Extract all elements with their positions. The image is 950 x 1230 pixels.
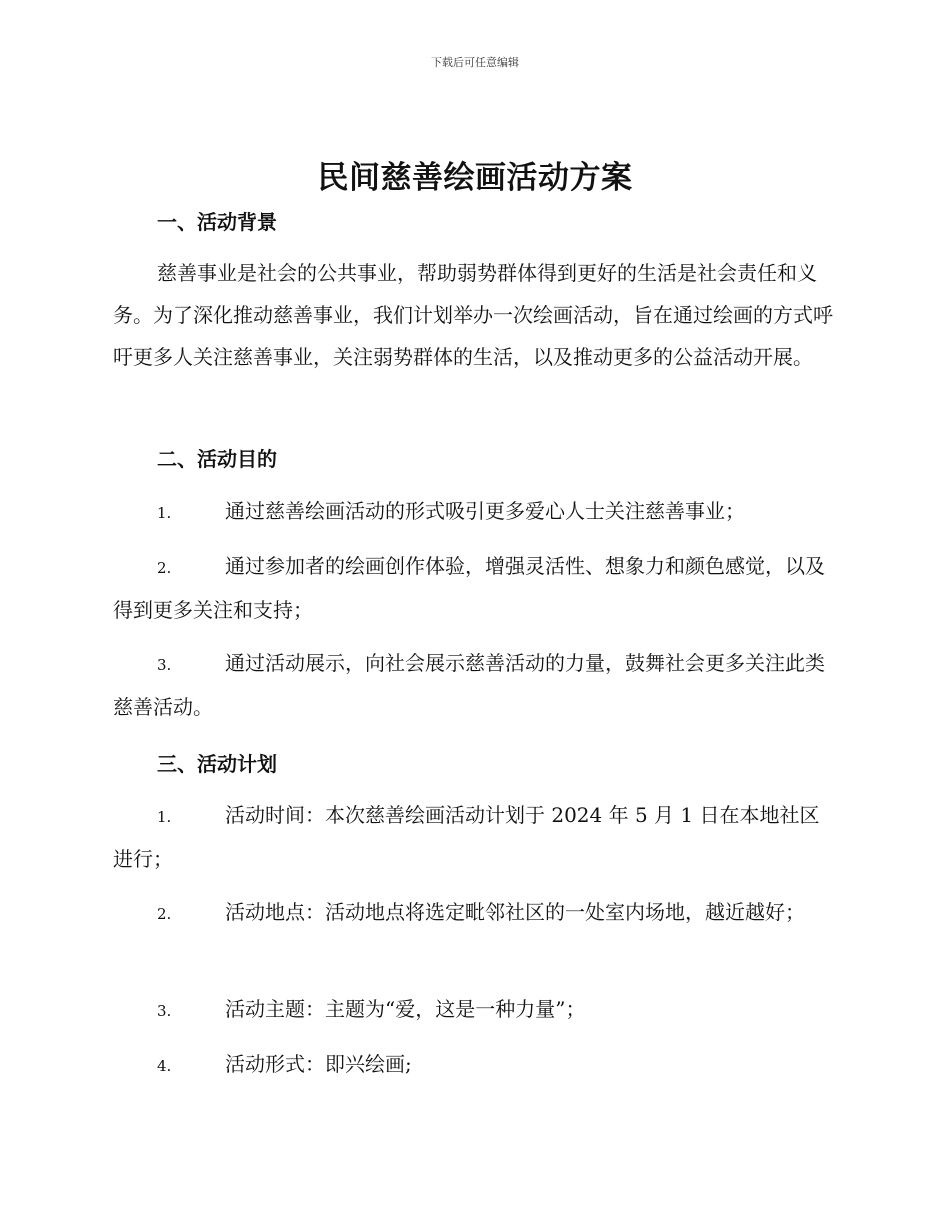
list-item-number: 2. xyxy=(157,905,172,923)
list-item-text: 活动形式：即兴绘画; xyxy=(225,1052,412,1076)
list-item-number: 1. xyxy=(157,504,172,522)
list-item-text: 通过活动展示，向社会展示慈善活动的力量，鼓舞社会更多关注此类慈善活动。 xyxy=(113,651,825,719)
list-item xyxy=(113,490,837,534)
list-item xyxy=(113,642,837,728)
list-item-text: 活动时间：本次慈善绘画活动计划于 2024 年 5 月 1 日在本地社区进行； xyxy=(113,803,820,871)
background-paragraph-text: 慈善事业是社会的公共事业，帮助弱势群体得到更好的生活是社会责任和义务。为了深化推动慈善事业，我们计划举办一次绘画活动，旨在通过绘画的方式呼吁更多人关注慈善事业，关注弱势群体的生活，以及推动更多的公益活动开展。 xyxy=(113,261,833,369)
list-item-text: 活动主题：主题为“爱，这是一种力量”； xyxy=(225,997,586,1021)
list-item-number: 3. xyxy=(157,656,172,674)
list-item-text: 通过慈善绘画活动的形式吸引更多爱心人士关注慈善事业； xyxy=(225,499,745,523)
list-item-text: 活动地点：活动地点将选定毗邻社区的一处室内场地，越近越好； xyxy=(225,900,805,924)
document-title: 民间慈善绘画活动方案 xyxy=(317,160,633,196)
list-item xyxy=(113,891,837,935)
section-heading-purpose: 二、活动目的 xyxy=(157,447,277,471)
header-note: 下载后可任意编辑 xyxy=(431,56,519,69)
list-item xyxy=(113,1043,837,1087)
list-item-number: 4. xyxy=(157,1057,172,1075)
list-item-number: 1. xyxy=(157,808,172,826)
list-item xyxy=(113,794,837,880)
section-heading-background: 一、活动背景 xyxy=(157,210,277,234)
section-heading-plan: 三、活动计划 xyxy=(157,752,277,776)
list-item-number: 2. xyxy=(157,559,172,577)
list-item xyxy=(113,988,837,1032)
list-item-text: 通过参加者的绘画创作体验，增强灵活性、想象力和颜色感觉，以及得到更多关注和支持； xyxy=(113,554,825,622)
list-item xyxy=(113,545,837,631)
list-item-number: 3. xyxy=(157,1002,172,1020)
background-paragraph xyxy=(113,252,837,378)
